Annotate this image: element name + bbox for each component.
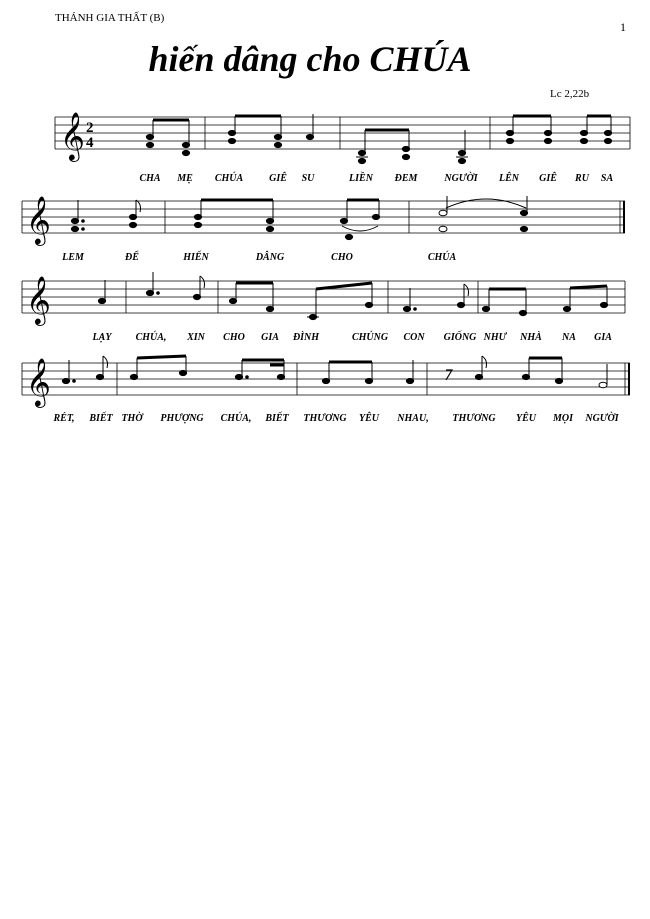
- collection-title: THÁNH GIA THẤT (B): [55, 12, 165, 24]
- lyric-syllable: NHÀ: [520, 332, 542, 343]
- lyric-syllable: CHÚA,: [135, 332, 167, 343]
- lyric-syllable: NA: [562, 332, 576, 343]
- lyric-syllable: NHAU,: [397, 413, 429, 424]
- treble-clef-icon: 𝄞: [26, 195, 51, 244]
- treble-clef-icon: 𝄞: [60, 111, 85, 160]
- lyric-syllable: GIÊ: [269, 173, 287, 184]
- notes-system-4: [62, 356, 607, 388]
- lyric-syllable: GIA: [261, 332, 279, 343]
- lyric-syllable: CHÚA,: [220, 413, 252, 424]
- lyric-syllable: CHO: [331, 252, 353, 263]
- lyric-syllable: NGƯỜI: [444, 173, 478, 184]
- song-title: hiến dâng cho CHÚA: [148, 39, 472, 79]
- lyric-syllable: HIẾN: [183, 252, 209, 263]
- staff-system-2: [22, 201, 625, 233]
- lyric-syllable: DÂNG: [255, 252, 285, 263]
- staff-system-1: [55, 117, 630, 149]
- lyric-syllable: NHƯ: [483, 332, 507, 343]
- lyric-syllable: LEM: [62, 252, 84, 263]
- lyric-syllable: CHA: [139, 173, 161, 184]
- lyric-syllable: RU: [575, 173, 589, 184]
- lyric-syllable: GIÊ: [539, 173, 557, 184]
- treble-clef-icon: 𝄞: [26, 357, 51, 406]
- lyric-syllable: GIA: [594, 332, 612, 343]
- lyric-syllable: XIN: [187, 332, 205, 343]
- lyric-syllable: THƯƠNG: [452, 413, 496, 424]
- lyric-syllable: MỌI: [552, 413, 574, 424]
- lyric-syllable: CHO: [223, 332, 245, 343]
- time-signature-bottom: 4: [86, 135, 94, 151]
- lyric-syllable: SA: [600, 173, 614, 184]
- lyric-syllable: BIẾT: [89, 413, 113, 424]
- lyric-syllable: YÊU: [516, 413, 536, 424]
- lyric-syllable: THƯƠNG: [303, 413, 347, 424]
- lyric-syllable: ĐEM: [394, 173, 418, 184]
- time-signature-top: 2: [86, 120, 94, 136]
- lyric-syllable: CHÚA: [214, 173, 244, 184]
- lyric-syllable: MẸ: [177, 173, 193, 184]
- lyric-syllable: GIỐNG: [443, 332, 477, 343]
- lyric-syllable: LẠY: [92, 332, 112, 343]
- lyric-syllable: NGƯỜI: [585, 413, 619, 424]
- lyric-syllable: BIẾT: [265, 413, 289, 424]
- lyric-syllable: RÉT,: [53, 413, 75, 424]
- lyric-syllable: CON: [403, 332, 425, 343]
- lyric-syllable: THỜ: [121, 413, 143, 424]
- lyric-syllable: ĐỂ: [125, 252, 139, 263]
- notes-system-3: [98, 272, 607, 320]
- notes-system-1: [146, 114, 611, 164]
- lyric-syllable: SU: [301, 173, 315, 184]
- lyric-syllable: CHÚA: [427, 252, 457, 263]
- page-number: 1: [620, 20, 626, 34]
- lyric-syllable: PHƯỢNG: [160, 413, 204, 424]
- scripture-reference: Lc 2,22b: [550, 88, 590, 100]
- lyric-syllable: ĐÌNH: [292, 332, 320, 343]
- lyric-syllable: LÊN: [499, 173, 519, 184]
- staff-system-3: [22, 281, 625, 313]
- treble-clef-icon: 𝄞: [26, 275, 51, 324]
- lyric-syllable: LIỀN: [349, 173, 373, 184]
- lyric-syllable: YÊU: [359, 413, 379, 424]
- lyric-syllable: CHÚNG: [351, 332, 389, 343]
